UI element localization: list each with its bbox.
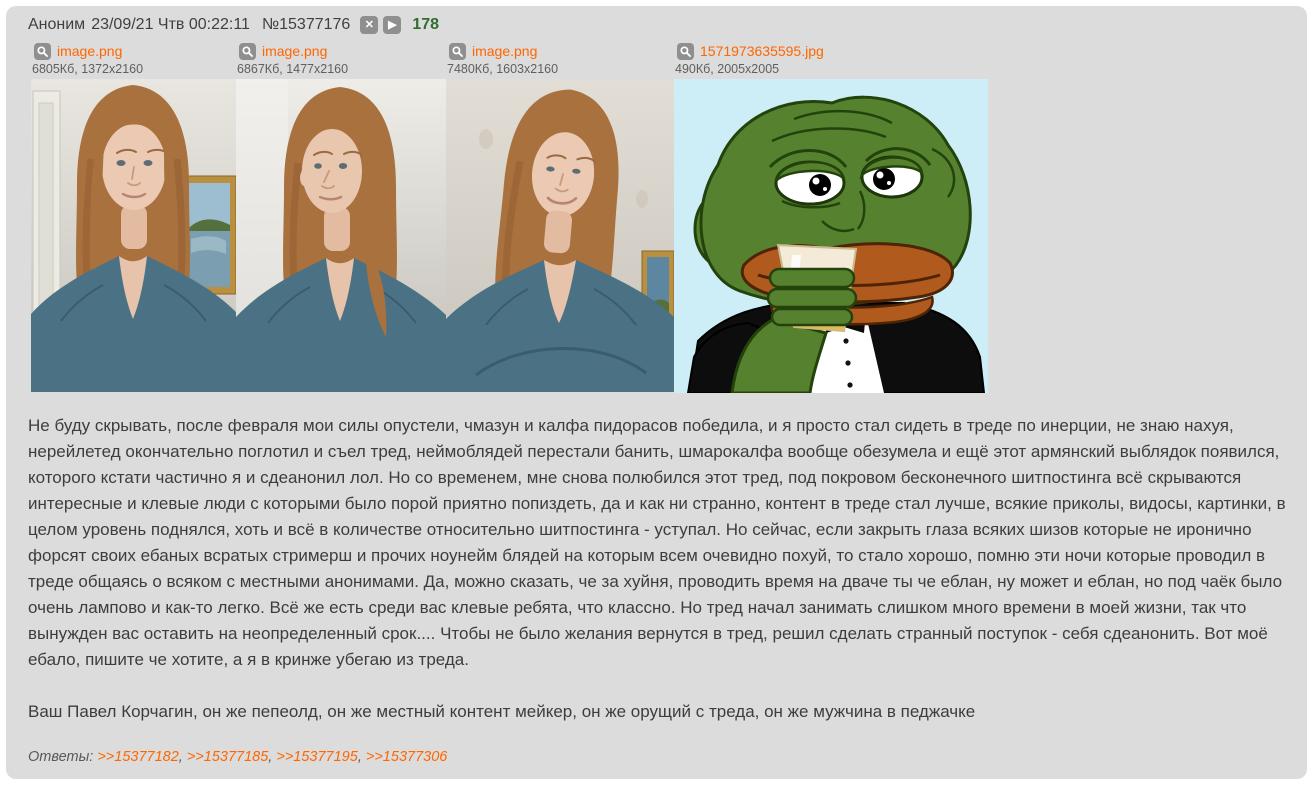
attachment-3 — [446, 41, 674, 392]
reply-link[interactable]: >>15377185 — [186, 749, 269, 765]
post-date: 23/09/21 Чтв 00:22:11 — [91, 16, 250, 33]
hide-post-button[interactable] — [360, 16, 378, 34]
reply-link[interactable]: >>15377306 — [365, 749, 448, 765]
poster-name: Аноним — [28, 16, 86, 33]
attachment-1 — [31, 41, 236, 392]
reply-links: >>15377182, >>15377185, >>15377195, >>15377306 — [97, 749, 448, 765]
attachment-size: 6805Кб, 1372x2160 — [32, 62, 144, 76]
attachment-size: 7480Кб, 1603x2160 — [447, 62, 559, 76]
post-paragraph-1: Не буду скрывать, после февраля мои силы опустели, чмазун и калфа пидорасов победила, и я просто стал сидеть в треде по инерции, не знаю нахуя, нерейлетед окончательно поглотил и съел тред, неймоблядей перестали банить, шмарокалфа вообще обезумела и ещё этот армянский выблядок появился, которого кстати частично я и сдеанонил лол. Но со временем, мне снова полюбился этот тред, под покровом бесконечного шитпостинга всё скрываются интересные и клевые люди с которыми было порой приятно попиздеть, да и как ни странно, контент в треде стал лучше, всякие приколы, видосы, картинки, в целом уровень поднялся, хоть и всё в количестве относительно шитпостинга - уступал. Но сейчас, если закрыть глаза всяких шизов которые не иронично форсят своих ебаных всратых стримерш и прочих ноунейм блядей на которым всем очевидно похуй, то стало хорошо, помню эти ночи которые проводил в треде общаясь о всяком с местными анонимами. Да, можно сказать, че за хуйня, проводить время на дваче ты че еблан, ну может и еблан, но под чаёк было очень лампово и как-то легко. Всё же есть среди вас клевые ребята, что классно. Но тред начал занимать слишком много времени в моей жизни, так что вынужден вас оставить на неопределенный срок.... Чтобы не было желания вернутся в тред, решил сделать странный поступок - себя сдеанонить. Вот моё ебало, пишите че хотите, а я в кринже убегаю из треда. — [28, 416, 1286, 669]
pepe-tuxedo-wine-thumbnail[interactable] — [674, 79, 988, 393]
post-header — [28, 16, 1293, 34]
attachment-size: 6867Кб, 1477x2160 — [237, 62, 349, 76]
attachment-caption — [239, 41, 446, 61]
post-number-link[interactable]: №15377176 — [261, 16, 351, 33]
portrait-photo-front-thumbnail[interactable] — [31, 79, 236, 392]
portrait-photo-profile-thumbnail[interactable] — [236, 79, 446, 392]
reply-link[interactable]: >>15377182 — [97, 749, 179, 765]
close-icon: ✕ — [364, 18, 374, 31]
magnifier-icon[interactable] — [239, 43, 256, 60]
reply-link[interactable]: >>15377195 — [276, 749, 358, 765]
replies-row — [28, 749, 1293, 765]
play-icon: ▶ — [388, 18, 397, 31]
attachment-caption — [677, 41, 988, 61]
magnifier-icon[interactable] — [677, 43, 694, 60]
replies-label: Ответы: — [28, 749, 94, 765]
post-body — [28, 413, 1296, 725]
attachment-filename-link[interactable]: image.png — [262, 43, 328, 59]
attachment-size: 490Кб, 2005x2005 — [675, 62, 780, 76]
attachment-filename-link[interactable]: image.png — [57, 43, 123, 59]
attachment-caption — [34, 41, 236, 61]
magnifier-icon[interactable] — [34, 43, 51, 60]
magnifier-icon[interactable] — [449, 43, 466, 60]
expand-thread-button[interactable] — [383, 16, 401, 34]
post-paragraph-2: Ваш Павел Корчагин, он же пепеолд, он же местный контент мейкер, он же орущий с треда, он же мужчина в педжачке — [28, 702, 976, 721]
portrait-photo-smile-thumbnail[interactable] — [446, 79, 674, 392]
attachment-caption — [449, 41, 674, 61]
attachment-2 — [236, 41, 446, 392]
attachment-filename-link[interactable]: 1571973635595.jpg — [700, 43, 824, 59]
attachment-filename-link[interactable]: image.png — [472, 43, 538, 59]
attachments-row — [31, 41, 1293, 393]
attachment-4 — [674, 41, 988, 393]
reply-count-badge: 178 — [412, 16, 440, 33]
post-panel — [6, 6, 1307, 779]
